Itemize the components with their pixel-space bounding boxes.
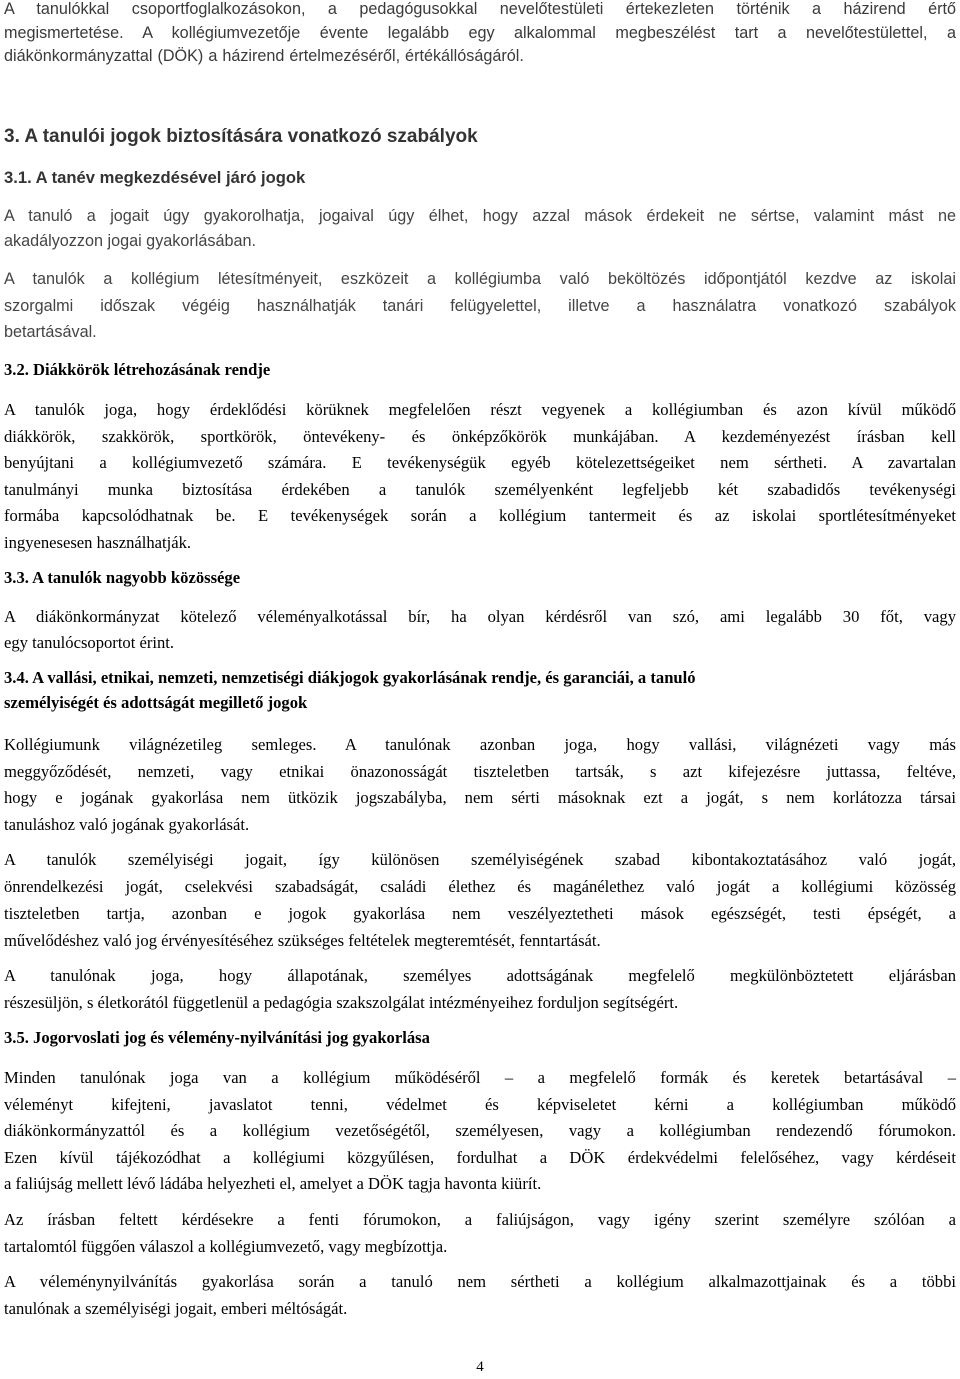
paragraph <box>4 1065 956 1198</box>
text-line: A diákönkormányzat kötelező véleményalkotással bír, ha olyan kérdésről van szó, ami legalább 30 főt, vagy <box>4 607 956 626</box>
subsection-heading-3-4 <box>4 666 956 715</box>
text-line: A tanulók joga, hogy érdeklődési körüknek megfelelően részt vegyenek a kollégiumban és azon kívül működő <box>4 400 956 419</box>
text-line: a faliújság mellett lévő ládába helyezheti el, amelyet a DÖK tagja havonta kiürít. <box>4 1174 542 1193</box>
text-line: A tanulók személyiségi jogait, így különösen személyiségének szabad kibontakoztatásához való jogát, <box>4 850 956 869</box>
paragraph <box>4 397 956 556</box>
text-line: A véleménynyilvánítás gyakorlása során a tanuló nem sértheti a kollégium alkalmazottjainak és a többi <box>4 1272 956 1291</box>
text-line: tanulónak a személyiségi jogait, emberi méltóságát. <box>4 1298 348 1318</box>
text-line: egy tanulócsoportot érint. <box>4 632 175 652</box>
paragraph <box>4 604 956 655</box>
text-line: akadályozzon jogai gyakorlásában. <box>4 232 256 250</box>
paragraph <box>4 1207 956 1260</box>
text-line: benyújtani a kollégiumvezető számára. E tevékenységük egyéb kötelezettségeiket nem sértheti. A zavartalan <box>4 453 956 472</box>
text-line: Kollégiumunk világnézetileg semleges. A tanulónak azonban joga, hogy vallási, világnézeti vagy más <box>4 735 956 754</box>
text-line: diákönkormányzattól és a kollégium vezetőségétől, személyesen, vagy a kollégiumban rendezendő fórumokon. <box>4 1121 956 1140</box>
subsection-heading-3-3: 3.3. A tanulók nagyobb közössége <box>4 568 241 587</box>
heading-line: 3.4. A vallási, etnikai, nemzeti, nemzetiségi diákjogok gyakorlásának rendje, és garanciái, a tanuló <box>4 668 696 687</box>
text-line: diákönkormányzattal (DÖK) a házirend értelmezéséről, értékállóságáról. <box>4 47 524 66</box>
text-line: részesüljön, s életkorától függetlenül a pedagógia szakszolgálat intézményeihez forduljon segítségért. <box>4 992 679 1012</box>
paragraph <box>4 963 956 1016</box>
paragraph <box>4 732 956 838</box>
text-line: ingyenesesen használhatják. <box>4 532 192 552</box>
text-line: formába kapcsolódhatnak be. E tevékenységek során a kollégium tantermeit és az iskolai sportlétesítményeket <box>4 506 956 525</box>
text-line: véleményt kifejteni, javaslatot tenni, védelmet és képviseletet kérni a kollégiumban működő <box>4 1094 956 1114</box>
text-line: hogy e jogának gyakorlása nem ütközik jogszabályba, nem sérti másoknak ezt a jogát, s nem korlátozza társai <box>4 788 956 807</box>
paragraph <box>4 1269 956 1322</box>
text-line: A tanulók a kollégium létesítményeit, eszközeit a kollégiumba való beköltözés időpontjától kezdve az iskolai <box>4 270 956 288</box>
text-line: betartásával. <box>4 323 97 341</box>
text-line: tartalomtól függően válaszol a kollégiumvezető, vagy megbízottja. <box>4 1236 448 1256</box>
paragraph <box>4 204 956 254</box>
text-line: Ezen kívül tájékozódhat a kollégiumi közgyűlésen, fordulhat a DÖK érdekvédelmi felelőséhez, vagy kérdéseit <box>4 1147 956 1167</box>
text-line: diákkörök, szakkörök, sportkörök, öntevékeny- és önképzőkörök munkájában. A kezdeményezést írásban kell <box>4 426 956 446</box>
text-line: Minden tanulónak joga van a kollégium működéséről – a megfelelő formák és keretek betartásával – <box>4 1068 956 1087</box>
text-line: A tanuló a jogait úgy gyakorolhatja, jogaival úgy élhet, hogy azzal mások érdekeit ne sértse, valamint mást ne <box>4 207 956 225</box>
text-line: tanulmányi munka biztosítása érdekében a tanulók személyenként legfeljebb két szabadidős tevékenységi <box>4 479 956 499</box>
text-line: önrendelkezési jogát, cselekvési szabadságát, családi élethez és magánélethez való jogát a kollégiumi közösség <box>4 877 956 896</box>
subsection-heading-3-2: 3.2. Diákkörök létrehozásának rendje <box>4 360 271 379</box>
text-line: megismertetése. A kollégiumvezetője évente legalább egy alkalommal megbeszélést tart a nevelőtestülettel, a <box>4 23 956 42</box>
text-line: Az írásban feltett kérdésekre a fenti fórumokon, a faliújságon, vagy igény szerint személyre szólóan a <box>4 1210 956 1229</box>
intro-paragraph <box>4 0 956 69</box>
text-line: szorgalmi időszak végéig használhatják tanári felügyelettel, illetve a használatra vonatkozó szabályok <box>4 296 956 315</box>
text-line: meggyőződését, nemzeti, vagy etnikai önazonosságát tiszteletben tartsák, s azt kifejezésre juttassa, feltéve, <box>4 761 956 781</box>
section-title: 3. A tanulói jogok biztosítására vonatkozó szabályok <box>4 126 478 147</box>
subsection-heading-3-1: 3.1. A tanév megkezdésével járó jogok <box>4 168 306 187</box>
text-line: A tanulókkal csoportfoglalkozásokon, a pedagógusokkal nevelőtestületi értekezleten történik a házirend értő <box>4 0 956 18</box>
text-line: tanuláshoz való jogának gyakorlását. <box>4 814 250 834</box>
paragraph <box>4 266 956 346</box>
text-line: művelődéshez való jog érvényesítéséhez szükséges feltételek megteremtését, fenntartását. <box>4 931 601 950</box>
paragraph <box>4 846 956 954</box>
page-number: 4 <box>476 1359 484 1375</box>
text-line: A tanulónak joga, hogy állapotának, személyes adottságának megfelelő megkülönböztetett eljárásban <box>4 966 956 985</box>
heading-line: személyiségét és adottságát megillető jogok <box>4 692 308 712</box>
subsection-heading-3-5: 3.5. Jogorvoslati jog és vélemény-nyilvánítási jog gyakorlása <box>4 1028 430 1047</box>
text-line: tiszteletben tartja, azonban e jogok gyakorlása nem veszélyeztetheti mások egészségét, testi épségét, a <box>4 904 956 923</box>
